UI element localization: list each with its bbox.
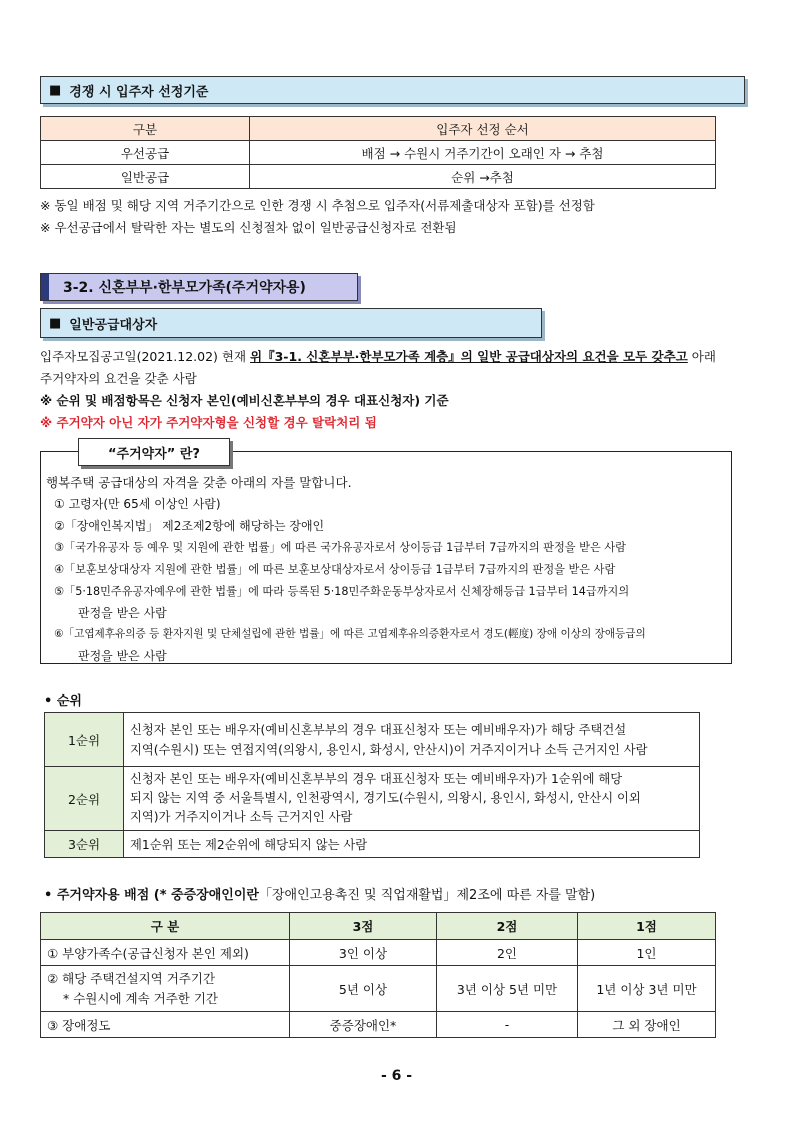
rank-table: [44, 712, 700, 858]
rank-desc-line: 지역)가 거주지이거나 소득 근거지인 사람: [130, 810, 353, 824]
note-line: ※ 동일 배점 및 해당 지역 거주기간으로 인한 경쟁 시 추첨으로 입주자(서류제출대상자 포함)를 선정함: [40, 198, 595, 213]
table-header-order: 입주자 선정 순서: [250, 117, 716, 141]
box-item: ① 고령자(만 65세 이상인 사람): [54, 497, 221, 511]
box-item-continued: 판정을 받은 사람: [78, 606, 167, 620]
score-header: 2점: [437, 913, 578, 940]
rank-desc-line: 지역(수원시) 또는 연접지역(의왕시, 용인시, 화성시, 안산시)이 거주지이거나 소득 근거지인 사람: [130, 742, 648, 757]
rank-desc-line: 신청자 본인 또는 배우자(예비신혼부부의 경우 대표신청자 또는 예비배우자)가 해당 주택건설: [130, 722, 627, 737]
score-header: 구 분: [41, 913, 290, 940]
selection-order-table: [40, 116, 716, 189]
table-cell: 배점 → 수원시 거주기간이 오래인 자 → 추첨: [250, 141, 716, 165]
score-header: 3점: [290, 913, 437, 940]
rank-description: [124, 713, 700, 767]
note-red: ※ 주거약자 아닌 자가 주거약자형을 신청할 경우 탈락처리 됨: [40, 415, 377, 430]
score-cell: 1년 이상 3년 미만: [578, 966, 716, 1012]
square-bullet-icon: ■: [49, 315, 62, 331]
score-row-label: [41, 966, 290, 1012]
box-item-continued: 판정을 받은 사람: [78, 649, 167, 663]
section-header-text: 경쟁 시 입주자 선정기준: [69, 84, 209, 100]
table-header-category: 구분: [41, 117, 250, 141]
score-row-label: ① 부양가족수(공급신청자 본인 제외): [41, 940, 290, 966]
score-bullet: [44, 884, 595, 903]
score-table: [40, 912, 716, 1038]
subheader-general-supply: [40, 308, 542, 338]
rank-label: 3순위: [45, 831, 124, 858]
page-number: - 6 -: [380, 1068, 413, 1084]
score-cell: 3인 이상: [290, 940, 437, 966]
score-cell: 그 외 장애인: [578, 1012, 716, 1038]
score-cell: 2인: [437, 940, 578, 966]
para-text: 아래: [687, 349, 716, 364]
score-cell: 중증장애인*: [290, 1012, 437, 1038]
score-label-line: * 수원시에 계속 거주한 기간: [63, 990, 218, 1006]
rank-description: 제1순위 또는 제2순위에 해당되지 않는 사람: [124, 831, 700, 858]
subheader-text: 일반공급대상자: [69, 317, 158, 333]
table-cell: 순위 →추첨: [250, 165, 716, 189]
score-bullet-rest: 「장애인고용촉진 및 직업재활법」제2조에 따른 자를 말함): [258, 888, 596, 903]
box-intro: 행복주택 공급대상의 자격을 갖춘 아래의 자를 말합니다.: [46, 475, 352, 490]
rank-label: 2순위: [45, 767, 124, 831]
box-item: ⑤「5·18민주유공자예우에 관한 법률」에 따라 등록된 5·18민주화운동부상자로서 신체장해등급 1급부터 14급까지의: [54, 585, 630, 598]
score-header: 1점: [578, 913, 716, 940]
definition-box-label: “주거약자” 란?: [78, 438, 230, 466]
para-text: 입주자모집공고일(2021.12.02) 현재: [40, 349, 251, 364]
box-item: ③「국가유공자 등 예우 및 지원에 관한 법률」에 따른 국가유공자로서 상이등급 1급부터 7급까지의 판정을 받은 사람: [54, 541, 626, 554]
table-cell: 일반공급: [41, 165, 250, 189]
section-title: 3-2. 신혼부부·한부모가족(주거약자용): [63, 280, 306, 296]
paragraph-line: [40, 347, 716, 365]
rank-desc-line: 되지 않는 지역 중 서울특별시, 인천광역시, 경기도(수원시, 의왕시, 용인시, 화성시, 안산시 이외: [130, 791, 641, 805]
square-bullet-icon: ■: [49, 82, 62, 98]
paragraph-line: 주거약자의 요건을 갖춘 사람: [40, 371, 197, 386]
score-cell: 1인: [578, 940, 716, 966]
score-cell: -: [437, 1012, 578, 1038]
section-header-competition: [40, 76, 745, 104]
rank-bullet: • 순위: [44, 694, 82, 709]
box-item: ②「장애인복지법」 제2조제2항에 해당하는 장애인: [54, 519, 325, 533]
section-title-bar: [40, 273, 358, 301]
box-item: ⑥「고엽제후유의증 등 환자지원 및 단체설립에 관한 법률」에 따른 고엽제후유의증환자로서 경도(輕度) 장애 이상의 장애등급의: [54, 628, 646, 640]
note-line: ※ 우선공급에서 탈락한 자는 별도의 신청절차 없이 일반공급신청자로 전환됨: [40, 220, 457, 235]
score-cell: 5년 이상: [290, 966, 437, 1012]
note-bold: ※ 순위 및 배점항목은 신청자 본인(예비신혼부부의 경우 대표신청자) 기준: [40, 393, 449, 408]
box-item: ④「보훈보상대상자 지원에 관한 법률」에 따른 보훈보상대상자로서 상이등급 1급부터 7급까지의 판정을 받은 사람: [54, 563, 616, 576]
score-cell: 3년 이상 5년 미만: [437, 966, 578, 1012]
rank-desc-line: 신청자 본인 또는 배우자(예비신혼부부의 경우 대표신청자 또는 예비배우자)가 1순위에 해당: [130, 772, 623, 786]
para-underlined: 위『3-1. 신혼부부·한부모가족 계층』의 일반 공급대상자의 요건을 모두 갖추고: [250, 349, 688, 364]
score-row-label: ③ 장애정도: [41, 1012, 290, 1038]
score-label-line: ② 해당 주택건설지역 거주기간: [47, 970, 216, 986]
score-bullet-bold: • 주거약자용 배점 (* 중증장애인이란: [44, 888, 259, 903]
rank-label: 1순위: [45, 713, 124, 767]
section-marker-block: [41, 274, 49, 300]
rank-description: [124, 767, 700, 831]
table-cell: 우선공급: [41, 141, 250, 165]
